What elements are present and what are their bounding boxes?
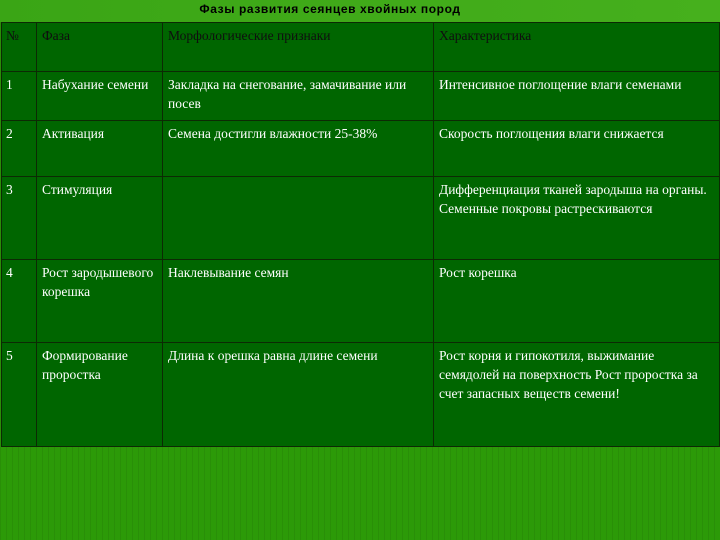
row-desc: Интенсивное поглощение влаги семенами [434,72,720,121]
row-phase: Рост зародышевого корешка [37,260,163,343]
row-signs [163,177,434,260]
row-desc: Рост корешка [434,260,720,343]
row-phase: Стимуляция [37,177,163,260]
header-phase: Фаза [37,23,163,72]
table-header-row [2,23,720,72]
table-row [2,121,720,177]
row-phase: Набухание семени [37,72,163,121]
slide-title: Фазы развития сеянцев хвойных пород [199,2,461,16]
table-row [2,343,720,447]
row-desc: Дифференциация тканей зародыша на органы. Семенные покровы растрескиваются [434,177,720,260]
row-phase: Формирование проростка [37,343,163,447]
row-num: 1 [2,72,37,121]
row-signs: Закладка на снегование, замачивание или посев [163,72,434,121]
table-row [2,177,720,260]
row-num: 3 [2,177,37,260]
row-desc: Скорость поглощения влаги снижается [434,121,720,177]
row-num: 2 [2,121,37,177]
title-bar [0,0,720,22]
row-num: 5 [2,343,37,447]
table-row [2,260,720,343]
phases-table [1,22,720,447]
table-row [2,72,720,121]
row-num: 4 [2,260,37,343]
header-desc: Характеристика [434,23,720,72]
row-signs: Семена достигли влажности 25-38% [163,121,434,177]
row-phase: Активация [37,121,163,177]
row-desc: Рост корня и гипокотиля, выжимание семядолей на поверхность Рост проростка за счет запасных веществ семени! [434,343,720,447]
row-signs: Длина к орешка равна длине семени [163,343,434,447]
row-signs: Наклевывание семян [163,260,434,343]
header-signs: Морфологические признаки [163,23,434,72]
header-num: № [2,23,37,72]
